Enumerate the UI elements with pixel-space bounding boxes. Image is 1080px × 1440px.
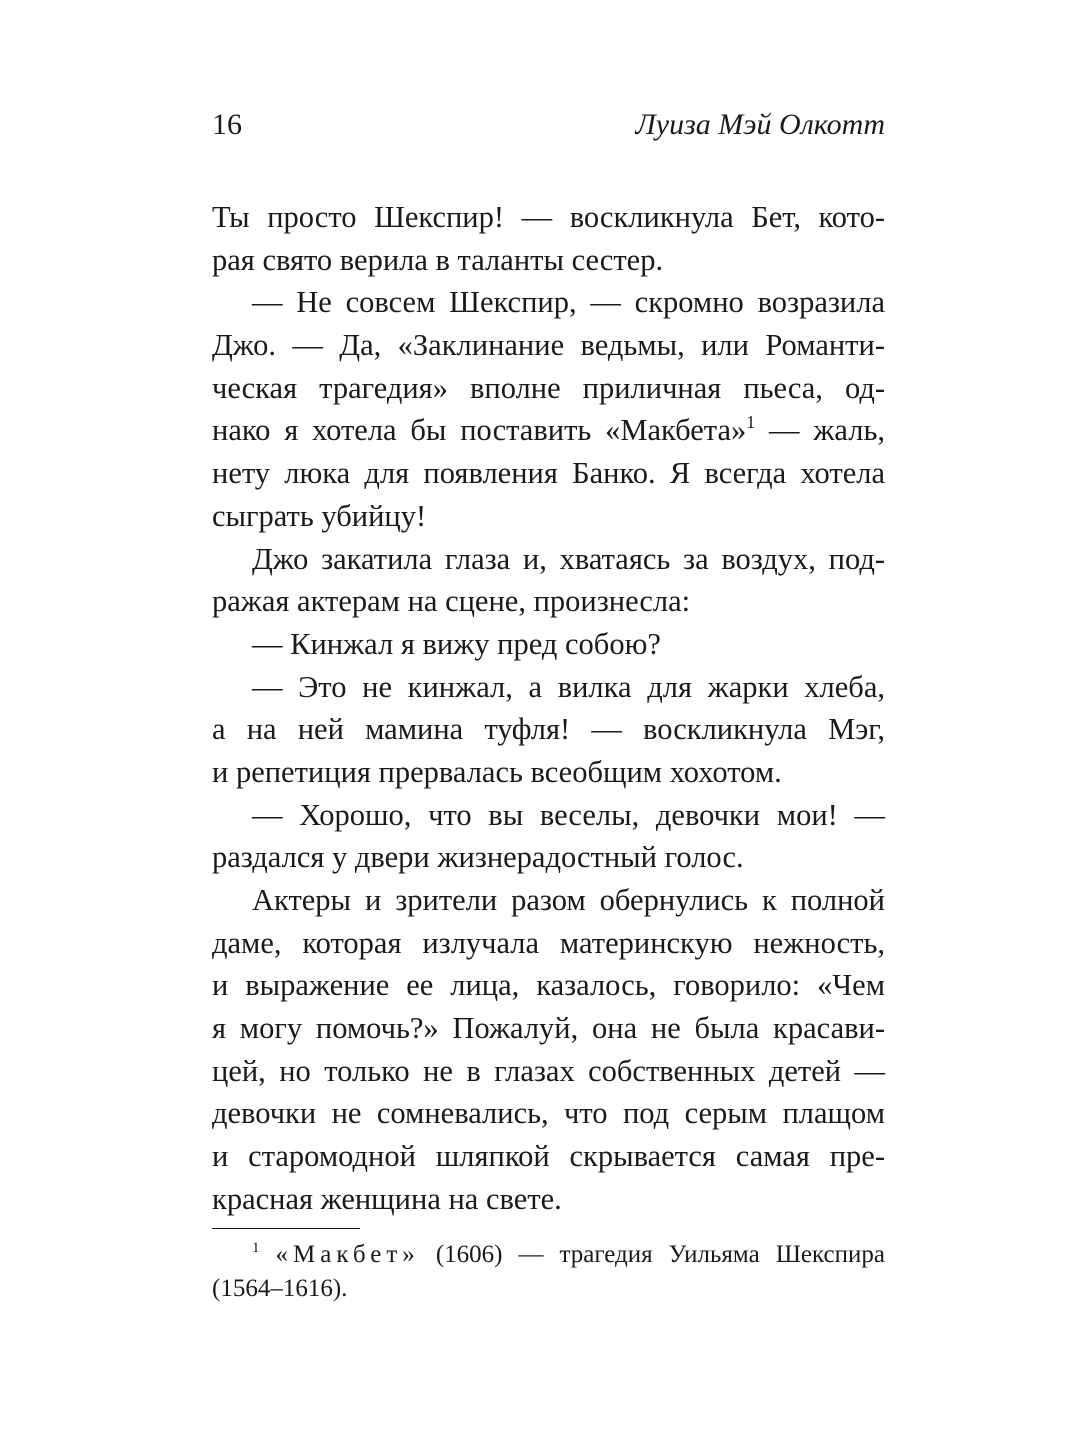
text-line: а на ней мамина туфля! — воскликнула Мэг, [212,712,885,747]
text-line: раздался у двери жизнерадостный голос. [212,840,744,875]
text-fragment: — жаль, [755,413,885,448]
text-line: ческая трагедия» вполне приличная пьеса, од- [212,370,885,405]
footnote-divider [212,1228,360,1229]
text-line: ражая актерам на сцене, произнесла: [212,584,691,619]
text-line: я могу помочь?» Пожалуй, она не была красави- [212,1011,885,1046]
text-line: красная женщина на свете. [212,1181,562,1216]
footnote [212,1238,885,1306]
body-text [212,196,885,1221]
text-line: девочки не сомневались, что под серым плащом [212,1096,885,1131]
text-line: сыграть убийцу! [212,498,427,533]
text-line: рая свято верила в таланты сестер. [212,242,664,277]
text-line: Джо. — Да, «Заклинание ведьмы, или Романти- [212,328,885,363]
text-line: нету люка для появления Банко. Я всегда хотела [212,456,885,491]
footnote-text: (1606) — трагедия Уильяма Шекспира [419,1241,885,1268]
text-line: — Хорошо, что вы веселы, девочки мои! — [252,797,885,832]
text-line: — Не совсем Шекспир, — скромно возразила [252,285,885,320]
text-line-with-footnote [212,409,885,452]
footnote-title: «Макбет» [275,1241,420,1268]
footnote-marker: 1 [252,1240,260,1256]
footnote-line [212,1238,885,1272]
text-line: — Это не кинжал, а вилка для жарки хлеба, [252,669,885,704]
footnote-line: (1564–1616). [212,1275,348,1302]
text-line: даме, которая излучала материнскую нежность, [212,925,885,960]
running-head-author: Луиза Мэй Олкотт [635,108,885,141]
text-line: и старомодной шляпкой скрывается самая пре- [212,1139,885,1174]
page-header [212,108,885,152]
text-line: Ты просто Шекспир! — воскликнула Бет, кото- [212,200,885,234]
text-fragment: нако я хотела бы поставить «Макбета» [212,413,747,448]
text-line: цей, но только не в глазах собственных детей — [212,1053,885,1088]
footnote-reference[interactable]: 1 [746,412,756,433]
text-line: и репетиция прервалась всеобщим хохотом. [212,754,782,789]
text-line: — Кинжал я вижу пред собою? [252,626,661,661]
text-line: Актеры и зрители разом обернулись к полной [252,883,885,917]
text-line: Джо закатила глаза и, хватаясь за воздух, под- [252,541,885,576]
page-number: 16 [212,108,242,141]
text-line: и выражение ее лица, казалось, говорило: «Чем [212,968,885,1003]
